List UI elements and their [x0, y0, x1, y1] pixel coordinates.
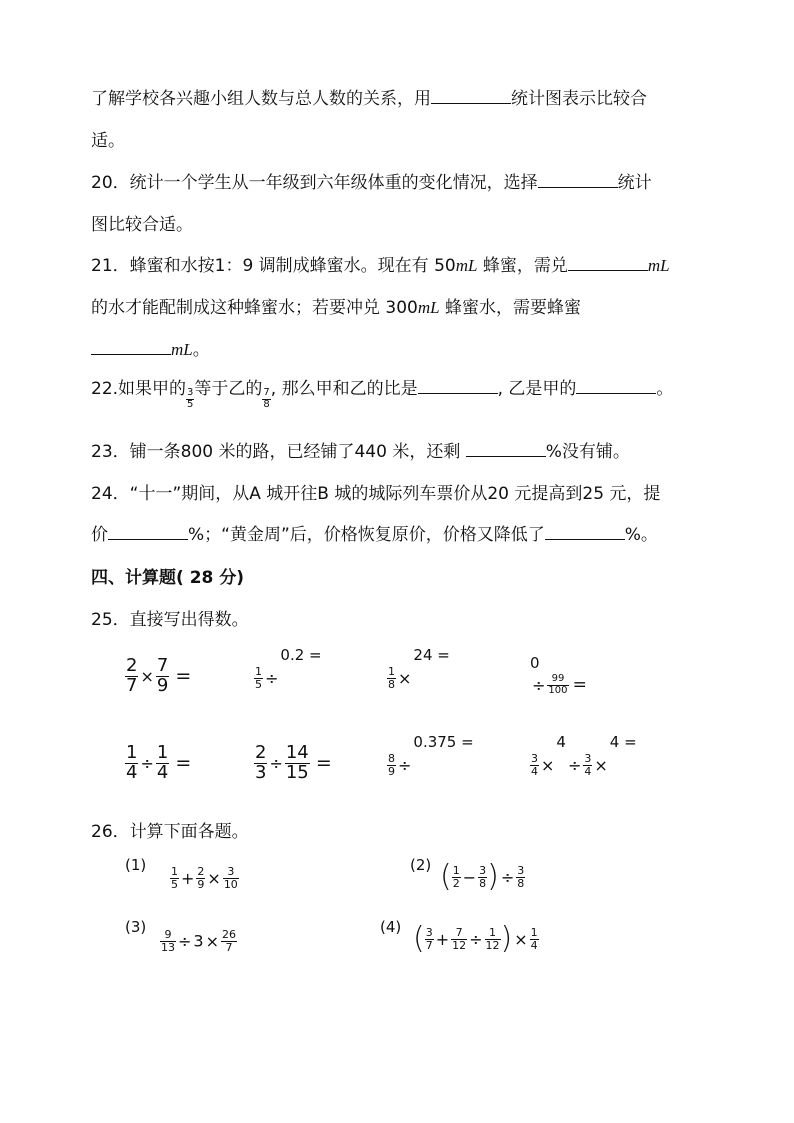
fraction [452, 865, 461, 889]
operator: ÷ [140, 753, 154, 773]
fraction [516, 865, 525, 889]
numerator: 3 [584, 752, 592, 765]
q21-unit-4: mL [171, 340, 193, 359]
denominator: 100 [548, 684, 568, 696]
denominator: 8 [388, 677, 395, 691]
numerator: 14 [285, 742, 309, 763]
q26-p1-label: (1) [125, 856, 147, 874]
numerator: 1 [530, 925, 538, 939]
numerator: 1 [388, 665, 395, 678]
operator: − [462, 867, 477, 887]
left-paren: ( [440, 859, 452, 894]
fraction [254, 666, 263, 690]
lead-value: 0 [530, 654, 540, 672]
numerator: 3 [425, 925, 433, 939]
fraction [254, 744, 267, 783]
fraction [478, 865, 487, 889]
equals: = [175, 751, 192, 774]
tail-value: 24 = [413, 646, 450, 664]
value: 4 = [609, 733, 637, 751]
q20-text-b: 统计 [617, 173, 652, 193]
q22-fraction-1 [186, 388, 194, 410]
operator: × [205, 931, 219, 951]
q22-f1-num: 3 [187, 387, 194, 398]
numerator: 3 [223, 866, 239, 879]
q26-p3-label: (3) [125, 918, 147, 936]
fraction [221, 929, 237, 953]
equals: = [572, 675, 587, 695]
denominator: 7 [225, 940, 233, 954]
operator: × [207, 868, 221, 888]
operator: × [140, 666, 154, 686]
numerator: 2 [126, 655, 138, 676]
q20-answer-blank[interactable] [538, 173, 618, 188]
fraction [451, 927, 467, 951]
numerator: 3 [531, 752, 538, 765]
denominator: 9 [156, 674, 169, 696]
numerator: 7 [451, 927, 467, 940]
numerator: 2 [197, 865, 205, 878]
q24-answer-blank-2[interactable] [545, 525, 625, 540]
q25-r1c1 [125, 657, 191, 696]
q24-answer-blank-1[interactable] [108, 525, 188, 540]
denominator: 2 [452, 876, 460, 890]
left-paren: ( [413, 921, 425, 956]
denominator: 13 [161, 940, 175, 954]
denominator: 9 [197, 877, 205, 891]
q25-r2c1 [125, 744, 191, 783]
denominator: 8 [517, 876, 525, 890]
fraction [485, 927, 501, 951]
q21-text-c: 的水才能配制成这种蜂蜜水；若要冲兑 300 [91, 298, 418, 318]
denominator: 4 [531, 764, 538, 778]
tail-value: 0.2 = [280, 646, 322, 664]
operator: ÷ [398, 755, 412, 775]
q22-f2-den: 8 [263, 398, 270, 410]
q24-text-a: 价 [91, 525, 108, 545]
q25-r1c3 [387, 646, 450, 691]
numerator: 1 [156, 742, 169, 763]
operator: ÷ [532, 675, 546, 695]
q22-f1-den: 5 [187, 398, 194, 410]
q21-text-d: 蜂蜜水，需要蜂蜜 [445, 298, 581, 318]
q21-unit-2: mL [647, 256, 670, 275]
fraction [387, 753, 396, 777]
operator: ÷ [500, 867, 515, 887]
fraction [547, 674, 568, 696]
q21-text-b: 蜂蜜，需兑 [482, 256, 568, 276]
q24-line1: 24．“十一”期间，从A 城开往B 城的城际列车票价从20 元提高到25 元，提 [91, 484, 661, 504]
denominator: 4 [530, 938, 538, 952]
q23-text-a: 23．铺一条800 米的路，已经铺了440 米，还剩 [91, 442, 461, 462]
operator: ÷ [178, 931, 192, 951]
numerator: 2 [255, 742, 267, 763]
q22-text-a: 22.如果甲的 [91, 379, 187, 399]
operator: × [514, 929, 528, 949]
q23-line [91, 437, 630, 462]
fraction [583, 753, 592, 777]
operator: × [541, 755, 555, 775]
numerator: 1 [171, 865, 178, 878]
q26-title: 26．计算下面各题。 [91, 822, 249, 842]
right-paren: ) [500, 921, 513, 956]
fraction [160, 929, 176, 953]
fraction [285, 744, 310, 783]
q25-r1c2 [254, 646, 322, 691]
q22-line [91, 374, 674, 410]
q24-text-c: %。 [624, 525, 658, 545]
operator: + [435, 929, 450, 949]
operator: ÷ [469, 929, 483, 949]
denominator: 4 [584, 764, 592, 778]
numerator: 99 [547, 674, 568, 686]
q21-answer-blank-2[interactable] [91, 340, 171, 355]
denominator: 9 [388, 764, 395, 778]
denominator: 10 [223, 877, 238, 891]
q25-title: 25．直接写出得数。 [91, 610, 249, 630]
value: 4 [556, 733, 566, 751]
q24-line2 [91, 520, 658, 545]
equals: = [175, 664, 192, 687]
q22-fraction-2 [262, 388, 270, 410]
numerator: 9 [160, 929, 176, 942]
operator: × [398, 668, 412, 688]
q26-p3-expr [160, 929, 237, 953]
numerator: 3 [479, 863, 487, 877]
q21-line3 [91, 335, 210, 360]
q25-r2c4 [530, 733, 637, 778]
operator: ÷ [269, 753, 283, 773]
fraction [156, 744, 169, 783]
denominator: 4 [126, 761, 138, 783]
fraction [156, 657, 169, 696]
q26-p2-expr [440, 859, 525, 894]
q26-p1-expr [170, 866, 239, 890]
denominator: 8 [479, 876, 487, 890]
operator: ÷ [567, 755, 582, 775]
denominator: 4 [156, 761, 169, 783]
q19-text-a: 了解学校各兴趣小组人数与总人数的关系，用 [91, 89, 431, 109]
denominator: 12 [452, 938, 467, 952]
q22-answer-blank-1[interactable] [418, 379, 498, 394]
q21-unit-3: mL [417, 298, 440, 317]
q22-text-c: , 那么甲和乙的比是 [270, 379, 418, 399]
q26-p4-expr [413, 921, 539, 956]
q22-f2-num: 7 [263, 387, 270, 398]
numerator: 1 [452, 863, 460, 877]
right-paren: ) [487, 859, 499, 894]
fraction [530, 927, 539, 951]
operator: × [594, 755, 608, 775]
fraction [425, 927, 434, 951]
q19-line1 [91, 84, 647, 109]
q20-text-a: 20．统计一个学生从一年级到六年级体重的变化情况，选择 [91, 173, 538, 193]
fraction [387, 666, 396, 690]
q22-text-d: , 乙是甲的 [497, 379, 577, 399]
denominator: 5 [255, 677, 262, 691]
fraction [125, 657, 138, 696]
tail-value: 0.375 = [413, 733, 474, 751]
q26-p4-label: (4) [380, 918, 402, 936]
q19-text-b: 统计图表示比较合 [511, 89, 647, 109]
numerator: 3 [517, 863, 525, 877]
fraction [170, 866, 179, 890]
q23-text-b: %没有铺。 [545, 442, 630, 462]
operator: ÷ [265, 668, 279, 688]
denominator: 3 [255, 761, 267, 783]
q22-text-b: 等于乙的 [194, 379, 263, 399]
q25-r2c3 [387, 733, 474, 778]
q21-line1 [91, 251, 670, 276]
q21-line2 [91, 293, 581, 318]
denominator: 15 [285, 761, 309, 783]
q22-answer-blank-2[interactable] [576, 379, 656, 394]
q25-r2c2 [254, 744, 332, 783]
q25-r1c4 [530, 656, 587, 696]
section-title: 四、计算题( 28 分) [91, 568, 245, 588]
q20-line2: 图比较合适。 [91, 215, 193, 235]
q21-answer-blank-1[interactable] [568, 256, 648, 271]
operator: + [181, 868, 195, 888]
denominator: 7 [425, 938, 433, 952]
whole-number: 3 [193, 931, 204, 951]
numerator: 1 [485, 927, 501, 940]
numerator: 26 [222, 928, 236, 941]
numerator: 1 [255, 665, 262, 678]
numerator: 8 [388, 752, 395, 765]
q24-text-b: %；“黄金周”后，价格恢复原价，价格又降低了 [188, 525, 545, 545]
fraction [530, 753, 539, 777]
q20-line1 [91, 168, 652, 193]
fraction [223, 866, 239, 890]
denominator: 7 [126, 674, 138, 696]
numerator: 7 [156, 655, 169, 676]
denominator: 5 [171, 877, 178, 891]
q19-line2: 适。 [91, 131, 125, 151]
equals: = [315, 751, 332, 774]
denominator: 12 [485, 938, 500, 952]
q19-answer-blank[interactable] [431, 89, 511, 104]
q22-text-e: 。 [656, 379, 674, 399]
q23-answer-blank[interactable] [466, 442, 546, 457]
fraction [125, 744, 138, 783]
q21-end: 。 [192, 340, 210, 360]
q26-p2-label: (2) [410, 856, 432, 874]
numerator: 1 [126, 742, 138, 763]
q21-text-a: 21．蜂蜜和水按1：9 调制成蜂蜜水。现在有 50 [91, 256, 456, 276]
q21-unit: mL [455, 256, 478, 275]
